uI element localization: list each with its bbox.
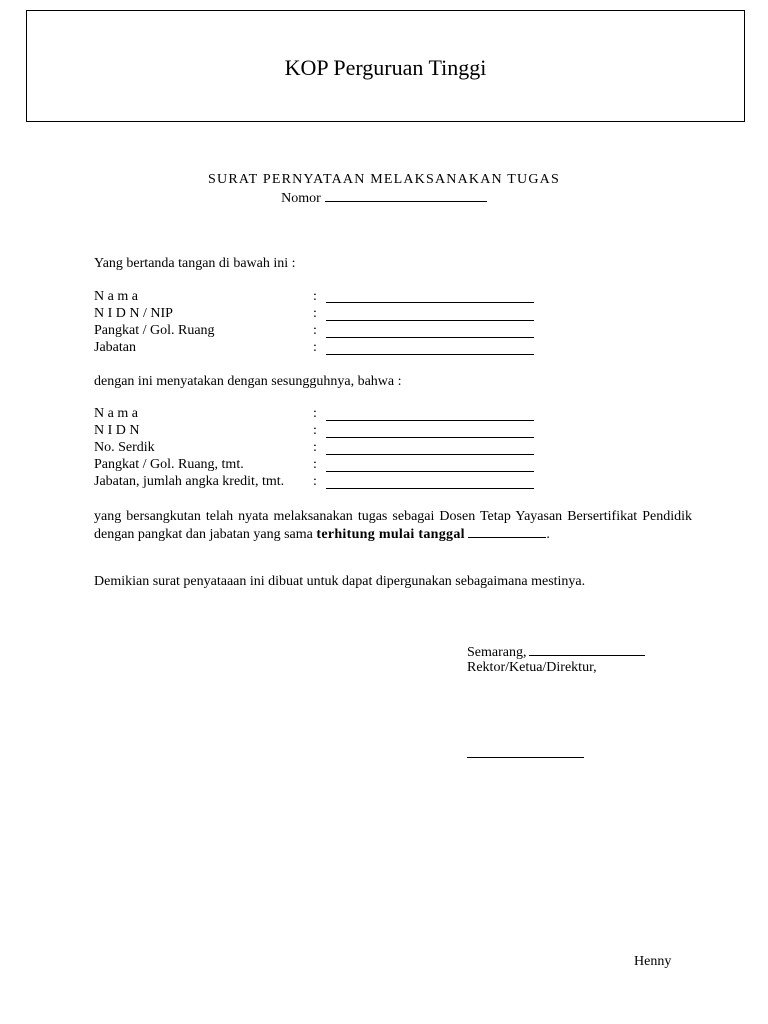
field-colon: :	[313, 340, 317, 355]
signer-field-nidn: N I D N / NIP	[94, 306, 173, 321]
subject-field-name: N a m a	[94, 406, 138, 421]
subject-field-jabatan: Jabatan, jumlah angka kredit, tmt.	[94, 474, 285, 489]
field-colon: :	[313, 306, 317, 321]
field-blank-line	[326, 437, 534, 438]
field-colon: :	[313, 289, 317, 304]
field-colon: :	[313, 406, 317, 421]
subject-field-serdik: No. Serdik	[94, 440, 155, 455]
closing-text: Demikian surat penyataaan ini dibuat untuk dapat dipergunakan sebagaimana mestinya.	[94, 574, 586, 589]
field-blank-line	[326, 488, 534, 489]
field-blank-line	[326, 471, 534, 472]
signer-field-pangkat: Pangkat / Gol. Ruang	[94, 323, 215, 338]
field-blank-line	[326, 354, 534, 355]
field-blank-line	[326, 302, 534, 303]
document-title: SURAT PERNYATAAN MELAKSANAKAN TUGAS	[208, 172, 560, 187]
signer-field-jabatan: Jabatan	[94, 340, 136, 355]
body-end: .	[546, 527, 550, 542]
signature-place	[467, 643, 645, 661]
signature-date-blank	[529, 643, 645, 656]
document-number	[0, 189, 768, 207]
nomor-blank	[325, 189, 487, 202]
signature-line	[467, 757, 584, 758]
body-paragraph	[94, 508, 692, 543]
date-blank	[468, 525, 546, 538]
field-colon: :	[313, 440, 317, 455]
field-colon: :	[313, 423, 317, 438]
nomor-label: Nomor	[281, 191, 321, 206]
footer-text: Henny	[634, 954, 672, 969]
subject-field-pangkat: Pangkat / Gol. Ruang, tmt.	[94, 457, 244, 472]
signature-role: Rektor/Ketua/Direktur,	[467, 660, 597, 675]
subject-field-nidn: N I D N	[94, 423, 140, 438]
field-colon: :	[313, 457, 317, 472]
signature-place-label: Semarang,	[467, 645, 527, 660]
field-blank-line	[326, 454, 534, 455]
body-bold-text: terhitung mulai tanggal	[316, 527, 465, 542]
field-blank-line	[326, 320, 534, 321]
field-blank-line	[326, 337, 534, 338]
letterhead-box	[26, 10, 745, 122]
field-colon: :	[313, 474, 317, 489]
field-blank-line	[326, 420, 534, 421]
field-colon: :	[313, 323, 317, 338]
intro-text: Yang bertanda tangan di bawah ini :	[94, 256, 296, 271]
body-text: yang bersangkutan telah nyata melaksanakan tugas sebagai Dosen Tetap Yayasan Bersertifikat Pendidik dengan pangkat dan jabatan yang sama	[94, 509, 692, 542]
statement-text: dengan ini menyatakan dengan sesungguhnya, bahwa :	[94, 374, 402, 389]
letterhead-title: KOP Perguruan Tinggi	[284, 55, 487, 80]
signer-field-name: N a m a	[94, 289, 138, 304]
